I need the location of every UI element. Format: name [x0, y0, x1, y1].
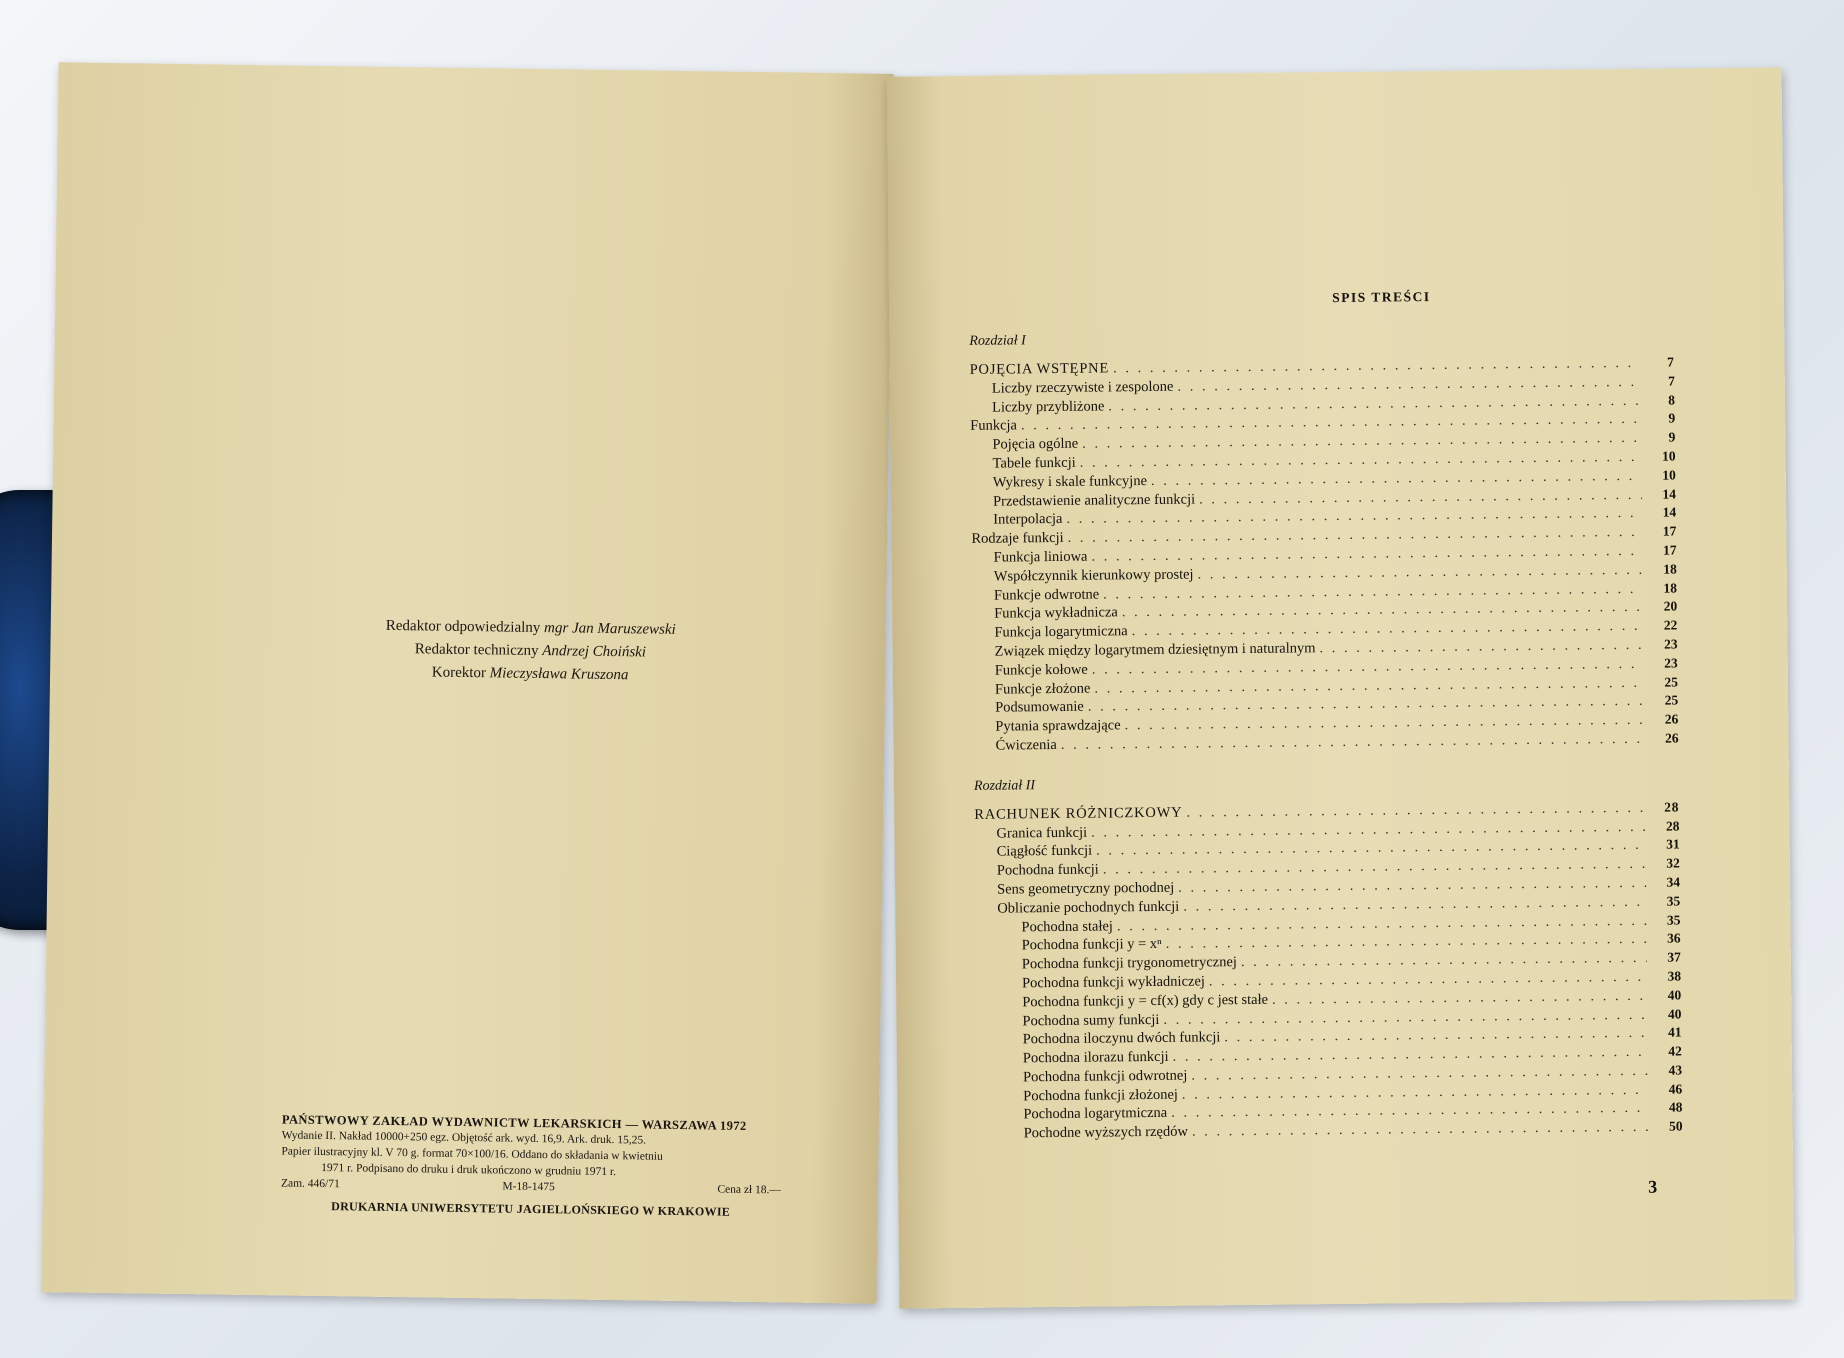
- toc-entry-page: 34: [1666, 874, 1681, 890]
- toc-entry-title: Pochodna funkcji y = xⁿ: [1021, 936, 1162, 954]
- toc-entry-title: Pochodna logarytmiczna: [1023, 1105, 1168, 1123]
- toc-entry-title: Granica funkcji: [996, 824, 1088, 842]
- toc-entry-title: Sens geometryczny pochodnej: [997, 879, 1175, 898]
- editorial-credits: [280, 613, 781, 689]
- toc-leader-dots: [1197, 562, 1642, 584]
- toc-entry-title: Interpolacja: [993, 511, 1063, 529]
- toc-entry-page: 32: [1666, 855, 1680, 871]
- toc-entry-title: Funkcja liniowa: [993, 548, 1088, 566]
- toc-entry-title: Liczby rzeczywiste i zespolone: [991, 378, 1174, 397]
- toc-entry-page: 25: [1664, 692, 1679, 708]
- toc-entry-title: Pochodna ilorazu funkcji: [1022, 1048, 1169, 1067]
- right-page: [887, 67, 1795, 1308]
- toc-entry-page: 17: [1662, 523, 1677, 539]
- toc-entry-title: Ćwiczenia: [995, 736, 1057, 754]
- left-page: [41, 62, 893, 1304]
- toc-entry-title: Pochodna funkcji y = cf(x) gdy c jest stałe: [1022, 991, 1269, 1011]
- toc-entry-page: 35: [1666, 893, 1681, 909]
- credit-name: Mieczysława Kruszona: [489, 665, 629, 684]
- toc-entry-title: Pochodna funkcji: [996, 861, 1099, 879]
- toc-entry-title: Pochodna stałej: [1021, 917, 1113, 935]
- toc-entry-title: Pochodna funkcji odwrotnej: [1022, 1067, 1188, 1086]
- toc-entry-page: 31: [1666, 836, 1680, 852]
- toc-entry-page: 8: [1668, 392, 1676, 408]
- toc-entry-title: Pochodna iloczynu dwóch funkcji: [1022, 1029, 1221, 1048]
- imprint-code: M-18-1475: [502, 1180, 555, 1194]
- toc-entry-page: 28: [1664, 799, 1680, 815]
- imprint-line: Wydanie II. Nakład 10000+250 egz. Objętość ark. wyd. 16,9. Ark. druk. 15,25.: [281, 1129, 647, 1147]
- toc-entry-page: 7: [1666, 354, 1675, 370]
- toc-leader-dots: [1224, 1025, 1647, 1046]
- toc-entry-title: Funkcje kołowe: [994, 661, 1088, 679]
- credit-name: mgr Jan Maruszewski: [543, 620, 676, 638]
- toc-entry-page: 18: [1663, 580, 1678, 596]
- toc-entry-page: 10: [1662, 467, 1676, 483]
- toc-entry-title: Tabele funkcji: [992, 454, 1076, 472]
- chapter-heading: Rozdział I: [969, 333, 1026, 349]
- publisher-imprint: [281, 1111, 782, 1220]
- toc-list-chapter-1: [970, 354, 1679, 756]
- toc-entry-title: Obliczanie pochodnych funkcji: [997, 898, 1180, 917]
- toc-entry-page: 50: [1669, 1118, 1683, 1134]
- toc-entry-title: Funkcja logarytmiczna: [994, 623, 1128, 641]
- toc-entry-title: RACHUNEK RÓŻNICZKOWY: [974, 804, 1183, 823]
- toc-entry-title: Pochodna funkcji złożonej: [1023, 1086, 1178, 1105]
- toc-entry-page: 36: [1667, 930, 1681, 946]
- toc-entry-page: 48: [1668, 1099, 1683, 1116]
- toc-entry-title: Współczynnik kierunkowy prostej: [993, 566, 1194, 585]
- chapter-heading: Rozdział II: [973, 777, 1036, 794]
- toc-leader-dots: [1319, 637, 1643, 657]
- toc-list-chapter-2: [974, 799, 1683, 1145]
- toc-entry-page: 18: [1663, 561, 1677, 577]
- toc-entry-title: Przedstawienie analityczne funkcji: [992, 491, 1196, 510]
- toc-entry-title: Funkcje złożone: [994, 680, 1091, 698]
- toc-entry-page: 26: [1664, 730, 1679, 746]
- toc-entry-page: 40: [1667, 987, 1682, 1003]
- toc-title: SPIS TREŚCI: [1332, 289, 1431, 306]
- toc-entry-title: Pytania sprawdzające: [995, 717, 1121, 735]
- toc-entry-page: 40: [1667, 1005, 1682, 1022]
- toc-entry-page: 35: [1666, 911, 1681, 928]
- toc-leader-dots: [1209, 969, 1647, 991]
- toc-entry-page: 37: [1667, 949, 1681, 965]
- credit-label: Korektor: [431, 664, 487, 682]
- toc-entry-page: 41: [1668, 1024, 1682, 1040]
- toc-entry-title: Pochodna funkcji wykładniczej: [1021, 973, 1205, 992]
- table-of-contents: [969, 286, 1683, 1144]
- toc-entry-title: Pochodna funkcji trygonometrycznej: [1021, 954, 1237, 973]
- toc-entry-page: 25: [1664, 674, 1679, 690]
- imprint-line: 1971 r. Podpisano do druku i druk ukończono w grudniu 1971 r.: [321, 1162, 617, 1179]
- toc-entry-page: 22: [1663, 617, 1678, 633]
- toc-entry-page: 9: [1668, 410, 1676, 426]
- toc-leader-dots: [1272, 988, 1647, 1009]
- toc-entry-page: 23: [1664, 655, 1678, 671]
- toc-entry-page: 26: [1664, 711, 1679, 727]
- toc-entry-page: 9: [1668, 429, 1676, 445]
- page-number: 3: [1648, 1176, 1658, 1197]
- imprint-header: PAŃSTWOWY ZAKŁAD WYDAWNICTW LEKARSKICH — WARSZAWA 1972: [281, 1112, 747, 1133]
- imprint-printer: DRUKARNIA UNIWERSYTETU JAGIELLOŃSKIEGO W KRAKOWIE: [331, 1199, 731, 1219]
- imprint-order: Zam. 446/71: [280, 1177, 340, 1191]
- toc-entry-title: Ciągłość funkcji: [996, 842, 1093, 860]
- toc-entry-title: Funkcja: [970, 417, 1018, 435]
- toc-leader-dots: [1199, 486, 1642, 508]
- toc-entry-page: 28: [1665, 817, 1680, 834]
- toc-entry-title: Związek między logarytmem dziesiętnym i naturalnym: [994, 640, 1316, 660]
- toc-entry-page: 10: [1662, 448, 1676, 464]
- toc-entry-page: 20: [1663, 598, 1678, 614]
- toc-entry-title: Rodzaje funkcji: [971, 530, 1064, 548]
- toc-entry-title: Funkcje odwrotne: [993, 586, 1100, 604]
- toc-entry-title: Pojęcia ogólne: [992, 435, 1079, 453]
- toc-entry-page: 43: [1668, 1062, 1683, 1078]
- toc-entry-title: Liczby przybliżone: [991, 398, 1105, 416]
- toc-entry-page: 14: [1662, 486, 1677, 502]
- toc-entry-title: Pochodna sumy funkcji: [1022, 1011, 1160, 1029]
- toc-entry-page: 17: [1662, 542, 1677, 558]
- toc-entry-title: Pochodne wyższych rzędów: [1023, 1123, 1189, 1142]
- toc-entry-title: Podsumowanie: [995, 699, 1084, 716]
- toc-entry-page: 23: [1663, 636, 1678, 652]
- credit-label: Redaktor odpowiedzialny: [385, 617, 541, 637]
- credit-label: Redaktor techniczny: [414, 641, 539, 659]
- toc-entry-title: Wykresy i skale funkcyjne: [992, 472, 1148, 491]
- toc-entry-title: POJĘCIA WSTĘPNE: [969, 360, 1110, 378]
- toc-entry-title: Funkcja wykładnicza: [994, 604, 1118, 622]
- credit-name: Andrzej Choiński: [542, 643, 647, 661]
- toc-entry-page: 46: [1668, 1081, 1683, 1097]
- toc-entry-page: 7: [1667, 373, 1675, 389]
- toc-entry-page: 38: [1667, 968, 1682, 984]
- toc-entry-page: 42: [1668, 1043, 1682, 1059]
- toc-entry-page: 14: [1662, 504, 1677, 520]
- toc-leader-dots: [1241, 950, 1647, 971]
- imprint-line: Papier ilustracyjny kl. V 70 g. format 70×100/16. Oddano do składania w kwietniu: [281, 1145, 663, 1163]
- imprint-price: Cena zł 18.—: [717, 1183, 782, 1197]
- toc-leader-dots: [1192, 1119, 1649, 1141]
